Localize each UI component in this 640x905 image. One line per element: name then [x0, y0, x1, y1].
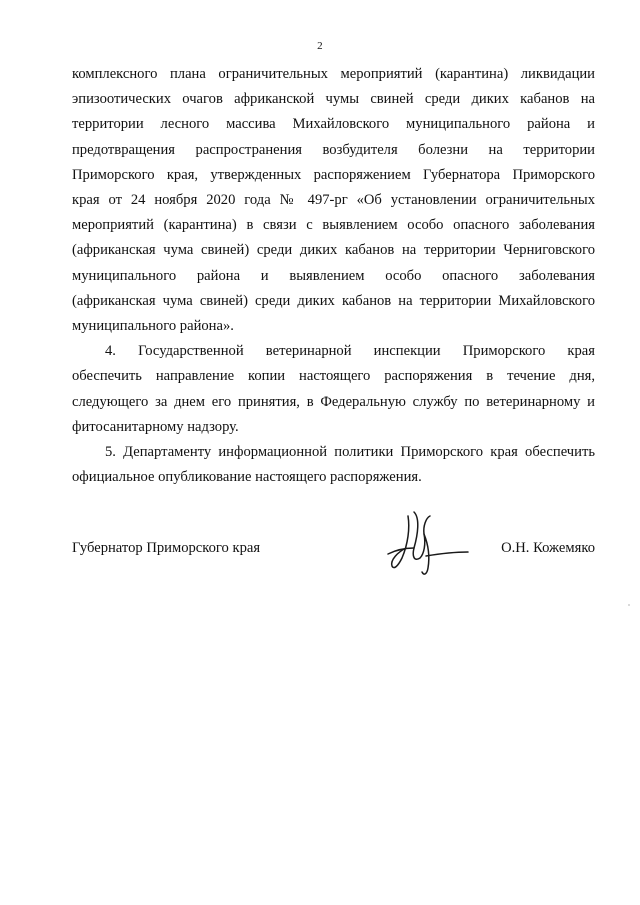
- text-line: (африканская чума свиней) среди диких кабанов на территории Михайловского: [72, 292, 595, 309]
- text-line: официальное опубликование настоящего распоряжения.: [72, 469, 422, 486]
- scan-artifact: [628, 604, 630, 606]
- text-line: муниципального района».: [72, 318, 234, 335]
- page-number: 2: [317, 40, 323, 52]
- text-line: территории лесного массива Михайловского муниципального района и: [72, 116, 595, 133]
- text-line: 5. Департаменту информационной политики Приморского края обеспечить: [105, 444, 595, 461]
- paragraph-continuation: [72, 62, 595, 339]
- text-line: Приморского края, утвержденных распоряжением Губернатора Приморского: [72, 166, 595, 183]
- text-line: мероприятий (карантина) в связи с выявлением особо опасного заболевания: [72, 217, 595, 234]
- paragraph-4: [72, 339, 595, 440]
- signature-block: [72, 536, 595, 576]
- signatory-position: Губернатор Приморского края: [72, 540, 261, 556]
- text-line: 4. Государственной ветеринарной инспекции Приморского края: [105, 343, 595, 360]
- handwritten-signature-icon: [368, 504, 478, 584]
- text-line: предотвращения распространения возбудителя болезни на территории: [72, 141, 595, 158]
- text-line: фитосанитарному надзору.: [72, 418, 239, 435]
- paragraph-5: [72, 440, 595, 490]
- document-body: [72, 62, 595, 490]
- text-line: комплексного плана ограничительных мероприятий (карантина) ликвидации: [72, 66, 595, 82]
- text-line: следующего за днем его принятия, в Федеральную службу по ветеринарному и: [72, 393, 595, 410]
- text-line: обеспечить направление копии настоящего распоряжения в течение дня,: [72, 368, 595, 385]
- text-line: края от 24 ноября 2020 года № 497-рг «Об установлении ограничительных: [72, 192, 595, 209]
- text-line: муниципального района и выявлением особо опасного заболевания: [72, 267, 595, 284]
- text-line: эпизоотических очагов африканской чумы свиней среди диких кабанов на: [72, 91, 595, 108]
- text-line: (африканская чума свиней) среди диких кабанов на территории Черниговского: [72, 242, 595, 259]
- signatory-name: О.Н. Кожемяко: [501, 540, 595, 556]
